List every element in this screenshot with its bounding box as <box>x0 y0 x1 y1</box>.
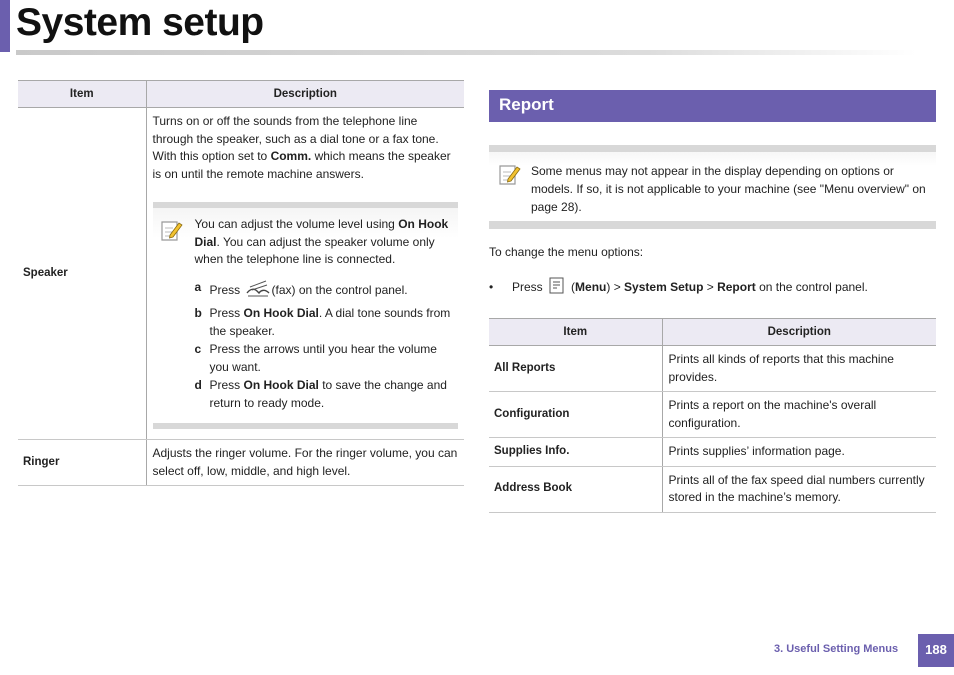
item-description: Prints all kinds of reports that this machine provides. <box>662 346 936 392</box>
item-ringer: Ringer <box>18 440 146 486</box>
step-d-text: Press <box>209 378 244 392</box>
item-description: Prints all of the fax speed dial numbers currently stored in the machine’s memory. <box>662 466 936 512</box>
step-a-text: Press <box>209 282 244 297</box>
item-name: Address Book <box>489 466 662 512</box>
note-text-end: . You can adjust the speaker volume only when the telephone line is connected. <box>194 234 435 266</box>
step-c-text: Press the arrows until you hear the volume you want. <box>209 342 437 374</box>
table-row-ringer <box>18 440 464 486</box>
column-header-item: Item <box>489 319 662 346</box>
press-text: Press <box>512 280 543 294</box>
speaker-desc-text: Turns on or off the sounds from the telephone line through the speaker, such as a dial tone or a fax tone. With this option set to <box>152 114 439 163</box>
report-note-text: Some menus may not appear in the display depending on options or models. If so, it is not applicable to your machine (see "Menu overview" on page 28). <box>531 164 926 214</box>
step-d-text-end: to save the change and return to ready mode. <box>209 378 447 410</box>
title-rule <box>16 50 916 55</box>
step-letter: b <box>194 306 202 320</box>
step-b-text: Press <box>209 306 244 320</box>
step-letter: a <box>194 279 202 294</box>
speaker-description <box>153 113 459 183</box>
item-name: All Reports <box>489 346 662 392</box>
menu-path-instruction <box>489 277 868 297</box>
table-row <box>489 346 936 392</box>
note-pencil-icon <box>497 162 521 191</box>
step-text <box>210 279 455 305</box>
speaker-description-cell <box>146 108 464 440</box>
note-bold: On Hook Dial <box>194 217 449 249</box>
report-note <box>489 145 936 229</box>
menu-path-sep: ) > <box>606 280 625 294</box>
item-speaker: Speaker <box>18 108 146 440</box>
footer-chapter-link[interactable]: 3. Useful Setting Menus <box>774 643 899 655</box>
step-c <box>195 341 455 376</box>
report-section-header <box>489 90 936 122</box>
step-a <box>195 279 455 305</box>
item-description: Prints a report on the machine's overall configuration. <box>662 392 936 438</box>
menu-path-tail: on the control panel. <box>755 280 868 294</box>
page-number: 188 <box>918 634 954 667</box>
report-table <box>489 318 936 513</box>
menu-path-open: ( <box>567 280 576 294</box>
speaker-desc-text-end: which means the speaker is on until the remote machine answers. <box>152 149 451 181</box>
item-name: Supplies Info. <box>489 438 662 467</box>
table-row <box>489 392 936 438</box>
speaker-note-text <box>195 216 455 269</box>
table-row <box>489 438 936 467</box>
report-label: Report <box>717 280 756 294</box>
ringer-description: Adjusts the ringer volume. For the ringer volume, you can select off, low, middle, and high level. <box>146 440 464 486</box>
item-description: Prints supplies’ information page. <box>662 438 936 467</box>
step-text <box>210 377 455 412</box>
speaker-note <box>153 202 459 429</box>
menu-icon <box>549 277 565 297</box>
column-header-description: Description <box>146 81 464 108</box>
system-setup-label: System Setup <box>624 280 704 294</box>
page-title: System setup <box>16 1 264 44</box>
menu-label: Menu <box>575 280 607 294</box>
step-d <box>195 377 455 412</box>
table-row <box>489 466 936 512</box>
title-accent-bar <box>0 0 10 52</box>
intro-text: To change the menu options: <box>489 245 644 259</box>
column-header-description: Description <box>662 319 936 346</box>
menu-path-sep: > <box>703 280 718 294</box>
step-a-text-end: (fax) on the control panel. <box>271 282 408 297</box>
step-b-text-end: . A dial tone sounds from the speaker. <box>209 306 451 338</box>
step-text <box>210 305 455 340</box>
step-d-bold: On Hook Dial <box>243 378 319 392</box>
note-pencil-icon <box>159 218 183 250</box>
bullet-dot: • <box>489 280 494 294</box>
step-letter: d <box>194 378 202 392</box>
table-header-row <box>18 81 464 108</box>
speaker-desc-bold: Comm. <box>270 149 312 163</box>
note-text: You can adjust the volume level using <box>194 217 399 231</box>
table-header-row <box>489 319 936 346</box>
speaker-ringer-table <box>18 80 464 486</box>
step-b-bold: On Hook Dial <box>243 306 319 320</box>
step-letter: c <box>194 342 202 356</box>
item-name: Configuration <box>489 392 662 438</box>
speaker-steps <box>195 279 455 413</box>
column-header-item: Item <box>18 81 146 108</box>
step-b <box>195 305 455 340</box>
section-title: Report <box>499 95 554 114</box>
table-row-speaker <box>18 108 464 440</box>
fax-icon <box>244 279 272 305</box>
